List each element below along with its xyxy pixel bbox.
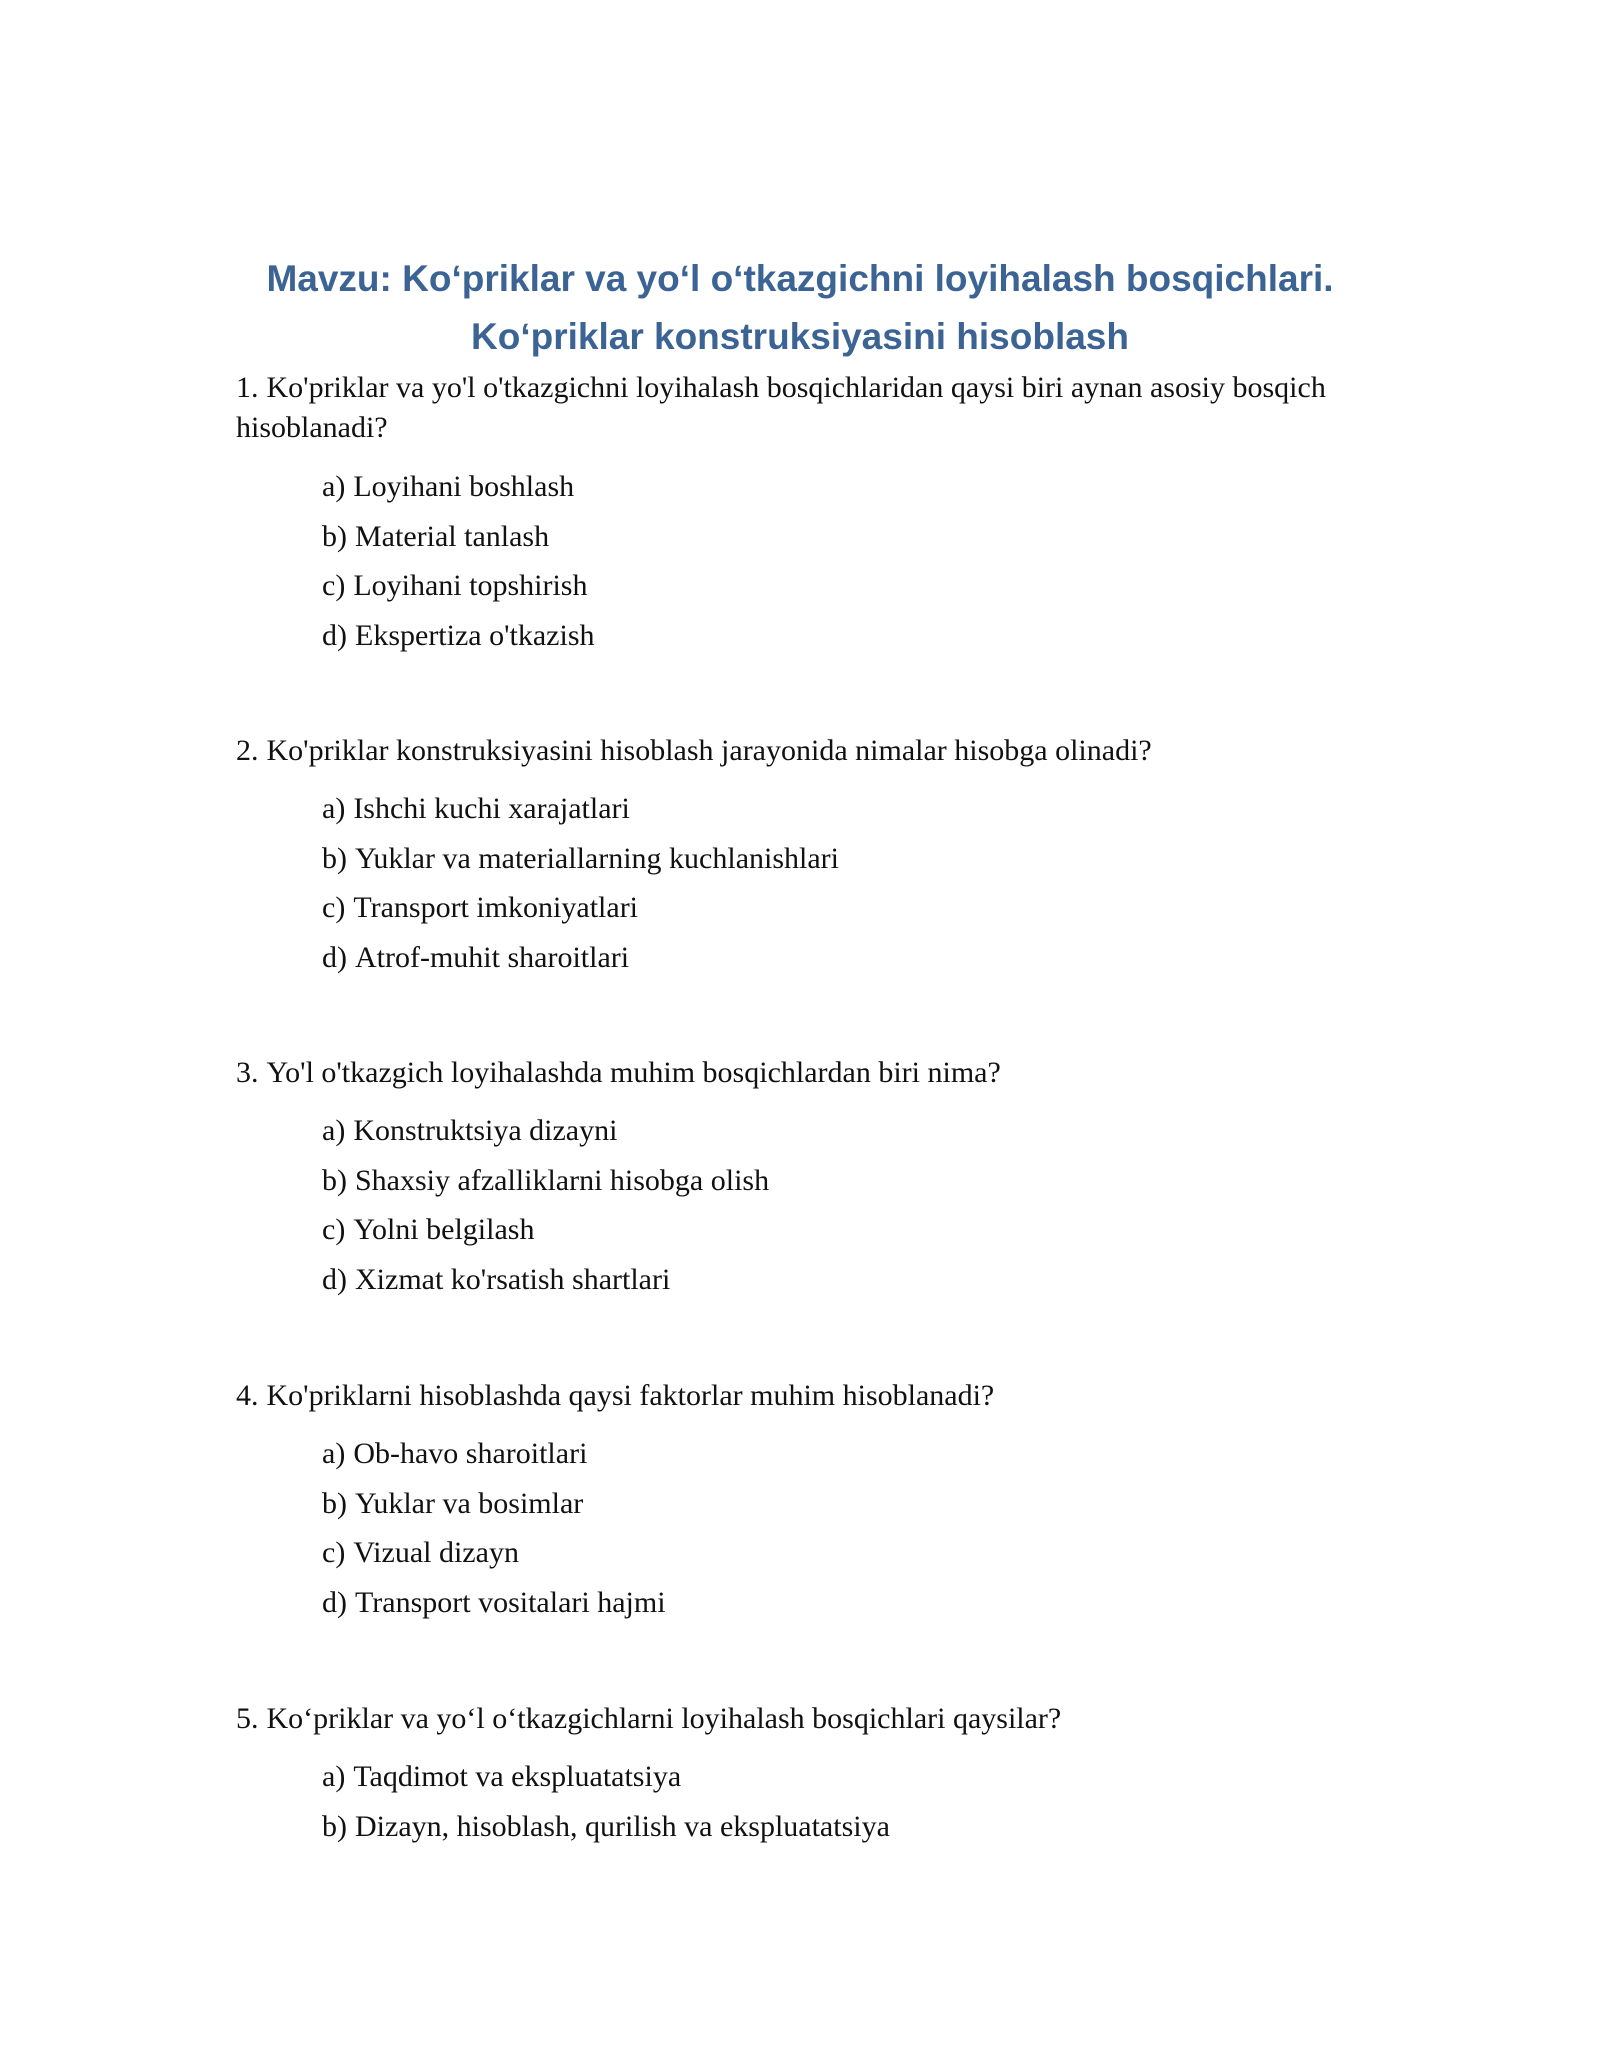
option-text: Transport imkoniyatlari xyxy=(353,891,639,924)
document-title-line1: Mavzu: Ko‘priklar va yo‘l o‘tkazgichni loyihalash bosqichlari. xyxy=(266,258,1334,299)
option-text: Material tanlash xyxy=(355,519,550,553)
option-d xyxy=(322,933,839,983)
option-text: Yuklar va bosimlar xyxy=(355,1486,584,1520)
option-letter: c) xyxy=(322,1213,346,1246)
question-number: 4. xyxy=(236,1379,259,1412)
question-number: 2. xyxy=(236,734,259,767)
question-4-options xyxy=(322,1429,666,1627)
option-c xyxy=(322,1528,666,1578)
option-letter: c) xyxy=(322,569,346,602)
option-letter: d) xyxy=(322,940,347,974)
option-text: Vizual dizayn xyxy=(353,1536,519,1569)
option-letter: a) xyxy=(322,470,346,503)
option-letter: c) xyxy=(322,1536,346,1569)
document-title-line2: Ko‘priklar konstruksiyasini hisoblash xyxy=(471,316,1129,357)
option-text: Xizmat ko'rsatish shartlari xyxy=(355,1262,671,1296)
option-text: Atrof-muhit sharoitlari xyxy=(355,940,630,974)
question-5-options xyxy=(322,1752,890,1851)
question-text: Ko‘priklar va yo‘l o‘tkazgichlarni loyihalash bosqichlari qaysilar? xyxy=(266,1702,1062,1735)
option-text: Taqdimot va ekspluatatsiya xyxy=(353,1760,682,1793)
option-text: Yolni belgilash xyxy=(353,1213,535,1246)
question-number: 3. xyxy=(236,1056,259,1089)
option-letter: b) xyxy=(322,1163,347,1197)
question-4 xyxy=(236,1376,1366,1416)
question-2 xyxy=(236,731,1366,771)
option-letter: c) xyxy=(322,891,346,924)
option-b xyxy=(322,512,595,562)
question-number: 5. xyxy=(236,1702,259,1735)
option-letter: a) xyxy=(322,1760,346,1793)
option-letter: b) xyxy=(322,1809,347,1843)
option-text: Loyihani topshirish xyxy=(353,569,588,602)
option-a xyxy=(322,1106,769,1156)
option-text: Ishchi kuchi xarajatlari xyxy=(353,792,630,825)
option-b xyxy=(322,1802,890,1852)
option-letter: d) xyxy=(322,1262,347,1296)
option-letter: a) xyxy=(322,1437,346,1470)
option-text: Ekspertiza o'tkazish xyxy=(355,618,595,652)
option-letter: d) xyxy=(322,1585,347,1619)
option-text: Konstruktsiya dizayni xyxy=(353,1114,618,1147)
question-number: 1. xyxy=(236,371,259,404)
question-text: Ko'priklarni hisoblashda qaysi faktorlar muhim hisoblanadi? xyxy=(266,1379,995,1412)
question-3 xyxy=(236,1053,1366,1093)
question-text: Ko'priklar konstruksiyasini hisoblash jarayonida nimalar hisobga olinadi? xyxy=(266,734,1152,767)
option-c xyxy=(322,561,595,611)
question-1 xyxy=(236,368,1366,448)
option-text: Dizayn, hisoblash, qurilish va ekspluatatsiya xyxy=(355,1809,890,1843)
option-a xyxy=(322,462,595,512)
option-letter: d) xyxy=(322,618,347,652)
option-text: Transport vositalari hajmi xyxy=(355,1585,666,1619)
option-a xyxy=(322,784,839,834)
option-letter: b) xyxy=(322,841,347,875)
option-letter: a) xyxy=(322,792,346,825)
option-text: Loyihani boshlash xyxy=(353,470,575,503)
option-b xyxy=(322,1479,666,1529)
option-d xyxy=(322,1578,666,1628)
option-letter: b) xyxy=(322,1486,347,1520)
question-text: Ko'priklar va yo'l o'tkazgichni loyihalash bosqichlaridan qaysi biri aynan asosiy bosqich hisoblanadi? xyxy=(236,371,1326,444)
option-c xyxy=(322,883,839,933)
option-a xyxy=(322,1429,666,1479)
question-1-options xyxy=(322,462,595,660)
option-text: Yuklar va materiallarning kuchlanishlari xyxy=(355,841,839,875)
option-d xyxy=(322,611,595,661)
question-2-options xyxy=(322,784,839,982)
question-5 xyxy=(236,1699,1366,1739)
option-d xyxy=(322,1255,769,1305)
option-letter: a) xyxy=(322,1114,346,1147)
option-b xyxy=(322,1156,769,1206)
question-text: Yo'l o'tkazgich loyihalashda muhim bosqichlardan biri nima? xyxy=(266,1056,1001,1089)
option-c xyxy=(322,1205,769,1255)
option-a xyxy=(322,1752,890,1802)
option-text: Shaxsiy afzalliklarni hisobga olish xyxy=(355,1163,770,1197)
question-3-options xyxy=(322,1106,769,1304)
option-letter: b) xyxy=(322,519,347,553)
option-text: Ob-havo sharoitlari xyxy=(353,1437,588,1470)
option-b xyxy=(322,834,839,884)
